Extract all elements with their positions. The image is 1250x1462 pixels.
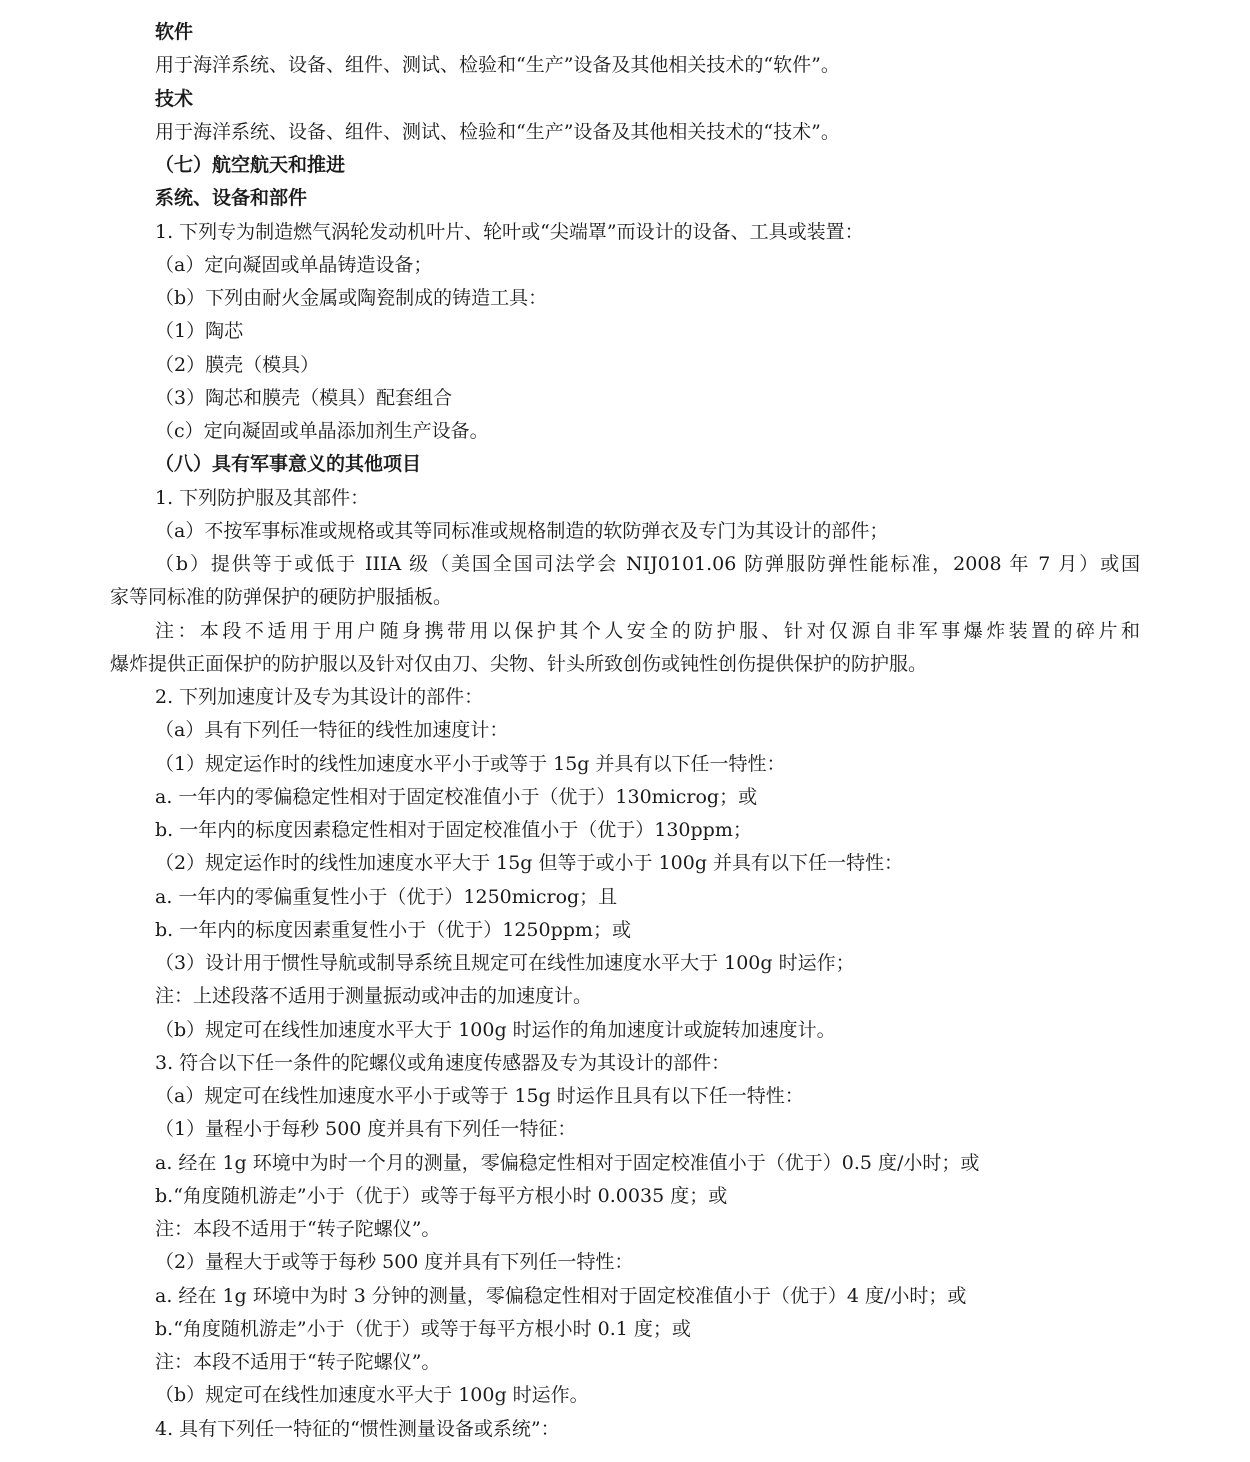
paragraph-line: （1）规定运作时的线性加速度水平小于或等于 15g 并具有以下任一特性： (155, 752, 786, 775)
paragraph-line: （2）量程大于或等于每秒 500 度并具有下列任一特性： (155, 1251, 634, 1274)
section-heading: 技术 (155, 87, 194, 110)
paragraph-continuation: 爆炸提供正面保护的防护服以及针对仅由刀、尖物、针头所致创伤或钝性创伤提供保护的防护服。 (110, 652, 928, 675)
paragraph-line: （c）定向凝固或单晶添加剂生产设备。 (155, 420, 489, 442)
paragraph-line: 1. 下列专为制造燃气涡轮发动机叶片、轮叶或“尖端罩”而设计的设备、工具或装置： (155, 220, 864, 243)
section-heading: 系统、设备和部件 (155, 187, 308, 210)
paragraph-line: （3）陶芯和膜壳（模具）配套组合 (155, 386, 453, 409)
paragraph-line: 注：上述段落不适用于测量振动或冲击的加速度计。 (155, 985, 593, 1008)
paragraph-line: 3. 符合以下任一条件的陀螺仪或角速度传感器及专为其设计的部件： (155, 1051, 731, 1074)
section-heading: 软件 (155, 21, 194, 43)
section-heading: （八）具有军事意义的其他项目 (155, 453, 422, 476)
paragraph-line: 注：本段不适用于“转子陀螺仪”。 (155, 1351, 441, 1373)
paragraph-line: （2）膜壳（模具） (155, 353, 320, 376)
paragraph-line: （3）设计用于惯性导航或制导系统且规定可在线性加速度水平大于 100g 时运作； (155, 952, 855, 974)
paragraph-line: （1）量程小于每秒 500 度并具有下列任一特征： (155, 1118, 577, 1141)
paragraph-line: a. 经在 1g 环境中为时一个月的测量，零偏稳定性相对于固定校准值小于（优于）0.5 度/小时；或 (155, 1151, 980, 1174)
paragraph-line: 用于海洋系统、设备、组件、测试、检验和“生产”设备及其他相关技术的“技术”。 (155, 120, 840, 143)
paragraph-line: b. 一年内的标度因素稳定性相对于固定校准值小于（优于）130ppm； (155, 819, 752, 841)
document-page (0, 16, 1250, 1446)
paragraph-line: （a）定向凝固或单晶铸造设备； (155, 253, 433, 276)
paragraph-line: （b）规定可在线性加速度水平大于 100g 时运作的角加速度计或旋转加速度计。 (155, 1018, 836, 1041)
paragraph-line: （a）规定可在线性加速度水平小于或等于 15g 时运作且具有以下任一特性： (155, 1085, 804, 1107)
paragraph-line: a. 经在 1g 环境中为时 3 分钟的测量，零偏稳定性相对于固定校准值小于（优于）4 度/小时；或 (155, 1284, 967, 1307)
paragraph-line: 用于海洋系统、设备、组件、测试、检验和“生产”设备及其他相关技术的“软件”。 (155, 54, 840, 77)
paragraph-continuation: 家等同标准的防弹保护的硬防护服插板。 (110, 586, 453, 609)
paragraph-line: （1）陶芯 (155, 320, 244, 343)
paragraph-line: b.“角度随机游走”小于（优于）或等于每平方根小时 0.0035 度；或 (155, 1184, 728, 1207)
paragraph-line: 2. 下列加速度计及专为其设计的部件： (155, 686, 484, 708)
paragraph-line: a. 一年内的零偏重复性小于（优于）1250microg；且 (155, 885, 618, 908)
paragraph-line: 4. 具有下列任一特征的“惯性测量设备或系统”： (155, 1417, 560, 1440)
paragraph-line: b. 一年内的标度因素重复性小于（优于）1250ppm；或 (155, 918, 631, 941)
paragraph-line: （b）下列由耐火金属或陶瓷制成的铸造工具： (155, 287, 548, 309)
paragraph-line: （b）规定可在线性加速度水平大于 100g 时运作。 (155, 1384, 589, 1407)
paragraph-line: b.“角度随机游走”小于（优于）或等于每平方根小时 0.1 度；或 (155, 1317, 691, 1340)
paragraph-line: （b）提供等于或低于 IIIA 级（美国全国司法学会 NIJ0101.06 防弹服防弹性能标准，2008 年 7 月）或国 (155, 553, 1140, 575)
paragraph-line: 注：本段不适用于“转子陀螺仪”。 (155, 1218, 441, 1240)
section-heading: （七）航空航天和推进 (155, 154, 346, 176)
paragraph-line: （2）规定运作时的线性加速度水平大于 15g 但等于或小于 100g 并具有以下任一特性： (155, 852, 904, 875)
paragraph-line: （a）不按军事标准或规格或其等同标准或规格制造的软防弹衣及专门为其设计的部件； (155, 519, 889, 542)
paragraph-line: 1. 下列防护服及其部件： (155, 486, 370, 509)
paragraph-line: （a）具有下列任一特征的线性加速度计： (155, 719, 509, 742)
paragraph-line: a. 一年内的零偏稳定性相对于固定校准值小于（优于）130microg；或 (155, 785, 758, 808)
paragraph-line: 注：本段不适用于用户随身携带用以保护其个人安全的防护服、针对仅源自非军事爆炸装置的碎片和 (155, 619, 1140, 642)
